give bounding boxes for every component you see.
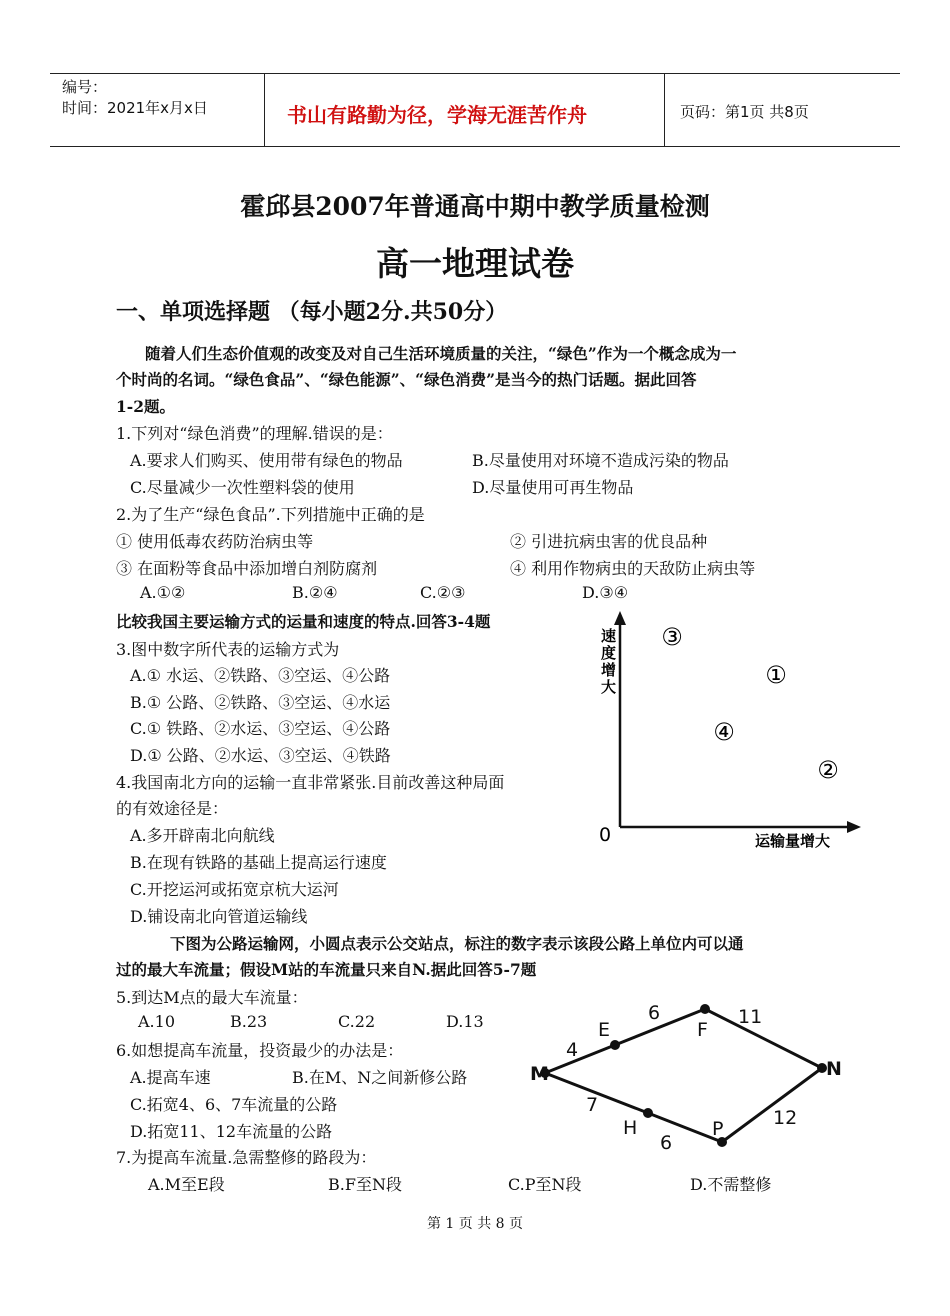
station-f <box>700 1004 710 1014</box>
motto: 书山有路勤为径，学海无涯苦作舟 <box>287 103 587 127</box>
q2-statement-2: ② 引进抗病虫害的优良品种 <box>510 532 708 551</box>
y-axis-arrow <box>614 611 626 625</box>
page-label: 页码：第1页 共8页 <box>680 103 809 121</box>
edge-label-f-n: 11 <box>738 1006 763 1028</box>
q6-option-a: A.提高车速 <box>130 1068 211 1087</box>
edge-label-h-p: 6 <box>660 1132 673 1154</box>
network-intro-line-1: 下图为公路运输网，小圆点表示公交站点，标注的数字表示该段公路上单位内可以通 <box>170 934 744 953</box>
q7-stem: 7.为提高车流量.急需整修的路段为： <box>116 1148 377 1167</box>
header-top-rule <box>50 73 900 74</box>
edge-label-m-h: 7 <box>586 1094 599 1116</box>
edge-label-e-f: 6 <box>648 1002 661 1024</box>
header-bottom-rule <box>50 146 900 147</box>
q4-stem-line-1: 4.我国南北方向的运输一直非常紧张.目前改善这种局面 <box>116 773 505 792</box>
q2-statement-3: ③ 在面粉等食品中添加增白剂防腐剂 <box>116 559 378 578</box>
q1-stem: 1.下列对“绿色消费”的理解.错误的是： <box>116 424 393 443</box>
q7-option-d: D.不需整修 <box>690 1175 772 1194</box>
q2-statement-1: ① 使用低毒农药防治病虫等 <box>116 532 314 551</box>
q2-option-c: C.②③ <box>420 583 466 602</box>
q5-stem: 5.到达M点的最大车流量： <box>116 988 308 1007</box>
q1-option-c: C.尽量减少一次性塑料袋的使用 <box>130 478 355 497</box>
x-axis-arrow <box>847 821 861 833</box>
station-e <box>610 1040 620 1050</box>
chart-origin: 0 <box>599 824 612 846</box>
q2-option-a: A.①② <box>140 583 186 602</box>
node-label-e: E <box>598 1019 611 1041</box>
chart-x-label: 运输量增大 <box>755 832 831 850</box>
q2-statement-4: ④ 利用作物病虫的天敌防止病虫等 <box>510 559 756 578</box>
q6-option-b: B.在M、N之间新修公路 <box>292 1068 468 1087</box>
node-label-h: H <box>623 1117 638 1139</box>
intro-line-1: 随着人们生态价值观的改变及对自己生活环境质量的关注，“绿色”作为一个概念成为一 <box>145 344 737 363</box>
node-label-f: F <box>697 1019 708 1041</box>
q5-option-c: C.22 <box>338 1012 376 1031</box>
intro-line-2: 个时尚的名词。“绿色食品”、“绿色能源”、“绿色消费”是当今的热门话题。据此回答 <box>116 370 697 389</box>
q4-stem-line-2: 的有效途径是： <box>116 799 229 818</box>
edge-f-n <box>705 1009 822 1068</box>
q1-option-a: A.要求人们购买、使用带有绿色的物品 <box>130 451 403 470</box>
chart-y-label: 速 度 增 大 <box>601 627 617 696</box>
edge-p-n <box>722 1068 822 1142</box>
transport-chart <box>585 605 875 860</box>
chart-point-1: ③ <box>661 623 683 651</box>
edge-label-p-n: 12 <box>773 1107 798 1129</box>
section-heading: 一、单项选择题 （每小题2分.共50分） <box>116 299 508 325</box>
q5-option-d: D.13 <box>446 1012 484 1031</box>
edge-label-m-e: 4 <box>566 1039 579 1061</box>
q1-option-b: B.尽量使用对环境不造成污染的物品 <box>472 451 729 470</box>
q6-stem: 6.如想提高车流量，投资最少的办法是： <box>116 1041 404 1060</box>
q3-option-c: C.① 铁路、②水运、③空运、④公路 <box>130 719 391 738</box>
transport-intro: 比较我国主要运输方式的运量和速度的特点.回答3-4题 <box>116 612 491 631</box>
chart-point-2: ① <box>765 661 787 689</box>
serial-label: 编号： <box>62 78 108 96</box>
q4-option-d: D.铺设南北向管道运输线 <box>130 907 308 926</box>
q4-option-a: A.多开辟南北向航线 <box>130 826 275 845</box>
q3-option-b: B.① 公路、②铁路、③空运、④水运 <box>130 693 391 712</box>
node-label-p: P <box>712 1118 724 1140</box>
time-label: 时间：2021年x月x日 <box>62 99 208 117</box>
q4-option-b: B.在现有铁路的基础上提高运行速度 <box>130 853 387 872</box>
q1-option-d: D.尽量使用可再生物品 <box>472 478 634 497</box>
station-h <box>643 1108 653 1118</box>
node-label-n: N <box>826 1058 842 1080</box>
q6-option-d: D.拓宽11、12车流量的公路 <box>130 1122 333 1141</box>
header-divider-left <box>264 73 265 147</box>
road-network-diagram <box>520 995 850 1160</box>
q3-option-a: A.① 水运、②铁路、③空运、④公路 <box>130 666 391 685</box>
q7-option-b: B.F至N段 <box>328 1175 402 1194</box>
q2-stem: 2.为了生产“绿色食品”.下列措施中正确的是 <box>116 505 425 524</box>
q6-option-c: C.拓宽4、6、7车流量的公路 <box>130 1095 338 1114</box>
edge-m-e <box>545 1045 615 1073</box>
chart-points <box>661 623 839 784</box>
chart-point-3: ④ <box>713 718 735 746</box>
q2-option-d: D.③④ <box>582 583 629 602</box>
header-divider-right <box>664 73 665 147</box>
q4-option-c: C.开挖运河或拓宽京杭大运河 <box>130 880 339 899</box>
page-footer: 第 1 页 共 8 页 <box>426 1216 524 1232</box>
node-label-m: M <box>530 1063 549 1085</box>
q3-stem: 3.图中数字所代表的运输方式为 <box>116 640 340 659</box>
q5-option-b: B.23 <box>230 1012 268 1031</box>
intro-line-3: 1-2题。 <box>116 397 176 416</box>
chart-point-4: ② <box>817 756 839 784</box>
q2-option-b: B.②④ <box>292 583 338 602</box>
exam-subtitle: 高一地理试卷 <box>376 244 574 283</box>
q7-option-a: A.M至E段 <box>148 1175 225 1194</box>
q3-option-d: D.① 公路、②水运、③空运、④铁路 <box>130 746 391 765</box>
network-intro-line-2: 过的最大车流量；假设M站的车流量只来自N.据此回答5-7题 <box>116 960 537 979</box>
q7-option-c: C.P至N段 <box>508 1175 582 1194</box>
exam-title: 霍邱县2007年普通高中期中教学质量检测 <box>240 192 710 221</box>
q5-option-a: A.10 <box>138 1012 175 1031</box>
